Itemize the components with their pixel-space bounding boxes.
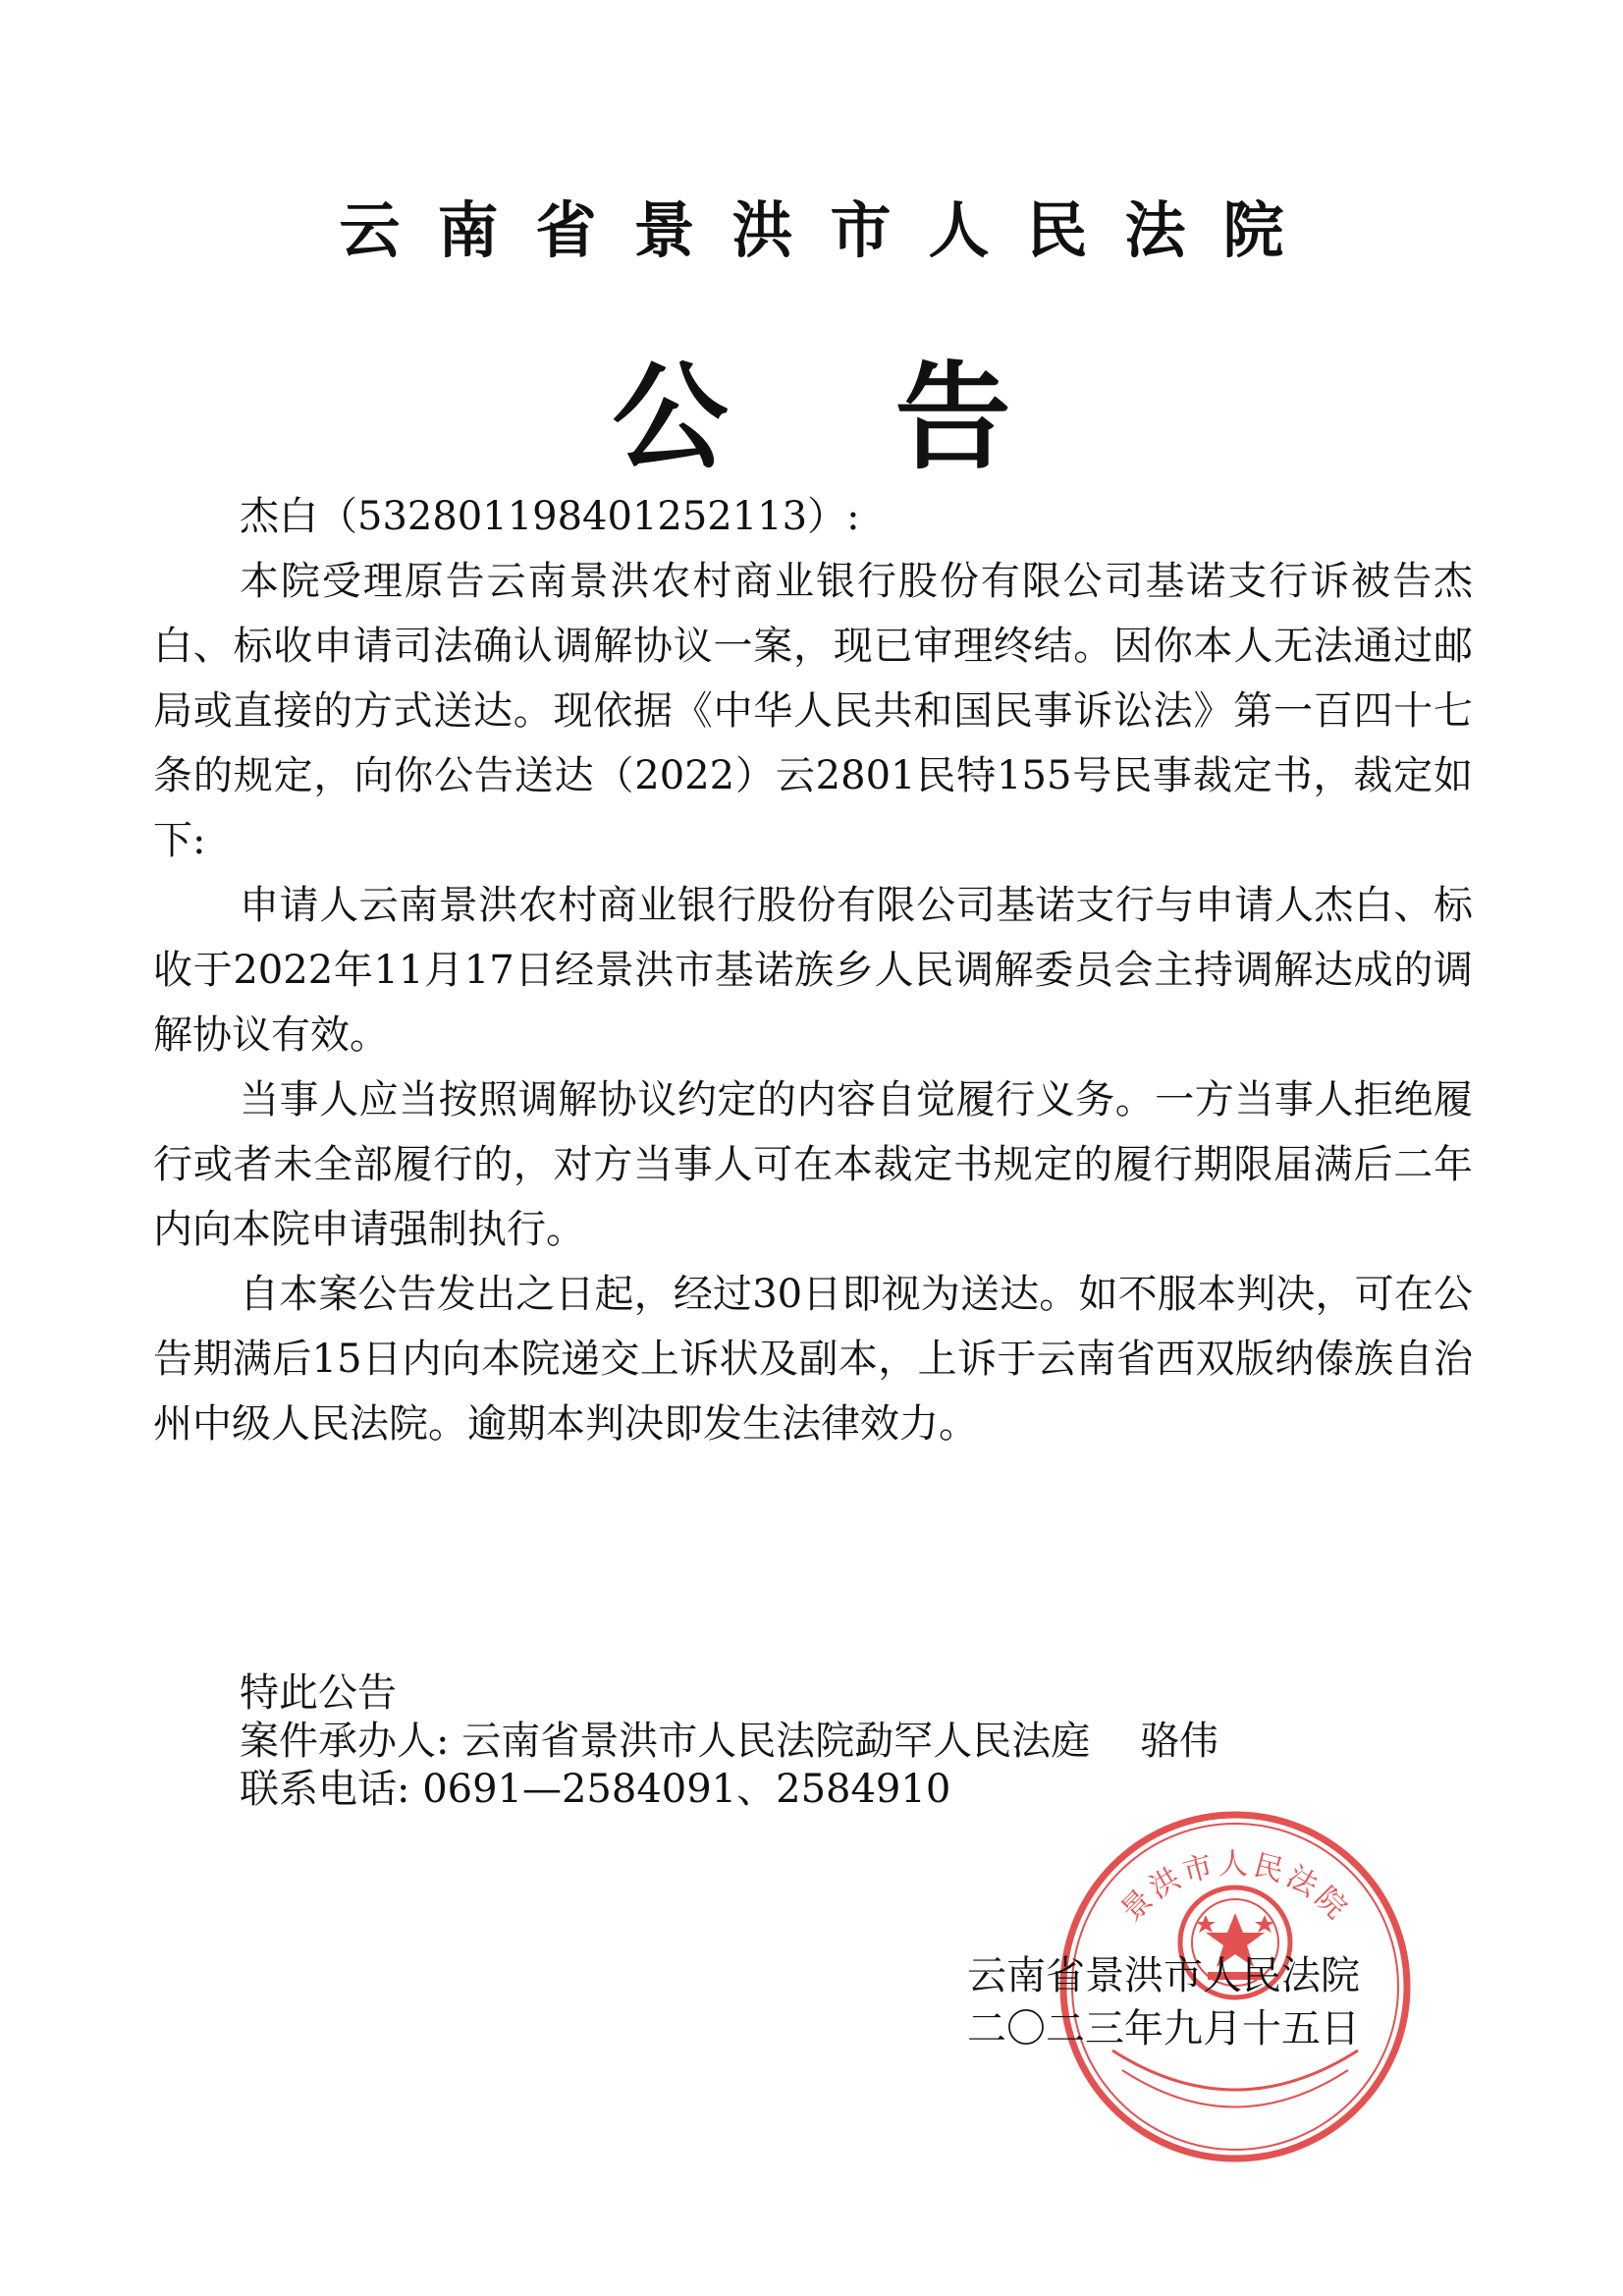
body-paragraph-ruling: 申请人云南景洪农村商业银行股份有限公司基诺支行与申请人杰白、标收于2022年11月17日经景洪市基诺族乡人民调解委员会主持调解达成的调解协议有效。 [153,883,1473,1058]
issuing-court: 云南省景洪市人民法院 [967,1953,1360,1998]
body-paragraph-obligation: 当事人应当按照调解协议约定的内容自觉履行义务。一方当事人拒绝履行或者未全部履行的，对方当事人可在本裁定书规定的履行期限届满后二年内向本院申请强制执行。 [153,1077,1473,1252]
body-paragraph-appeal: 自本案公告发出之日起，经过30日即视为送达。如不服本判决，可在公告期满后15日内向本院递交上诉状及副本，上诉于云南省西双版纳傣族自治州中级人民法院。逾期本判决即发生法律效力。 [153,1272,1473,1447]
case-handler: 案件承办人: 云南省景洪市人民法院勐罕人民法庭 骆伟 [240,1719,1219,1764]
court-name-heading: 云南省景洪市人民法院 [339,194,1322,266]
seal-text: 景洪市人民法院 [1114,1847,1356,1929]
document-title: 公告 [612,350,1178,485]
signoff-block [967,1949,1360,2055]
body-paragraph-case: 本院受理原告云南景洪农村商业银行股份有限公司基诺支行诉被告杰白、标收申请司法确认调解协议一案，现已审理终结。因你本人无法通过邮局或直接的方式送达。现依据《中华人民共和国民事诉讼法》第一百四十七条的规定，向你公告送达（2022）云2801民特155号民事裁定书，裁定如下: [153,559,1473,863]
contact-phone: 联系电话: 0691—2584091、2584910 [240,1767,951,1812]
notice-body [153,484,1473,1456]
issue-date: 二〇二三年九月十五日 [967,2006,1360,2051]
addressee-line: 杰白（532801198401252113）: [240,494,860,539]
closing-block [240,1669,1218,1814]
closing-notice: 特此公告 [240,1670,397,1716]
